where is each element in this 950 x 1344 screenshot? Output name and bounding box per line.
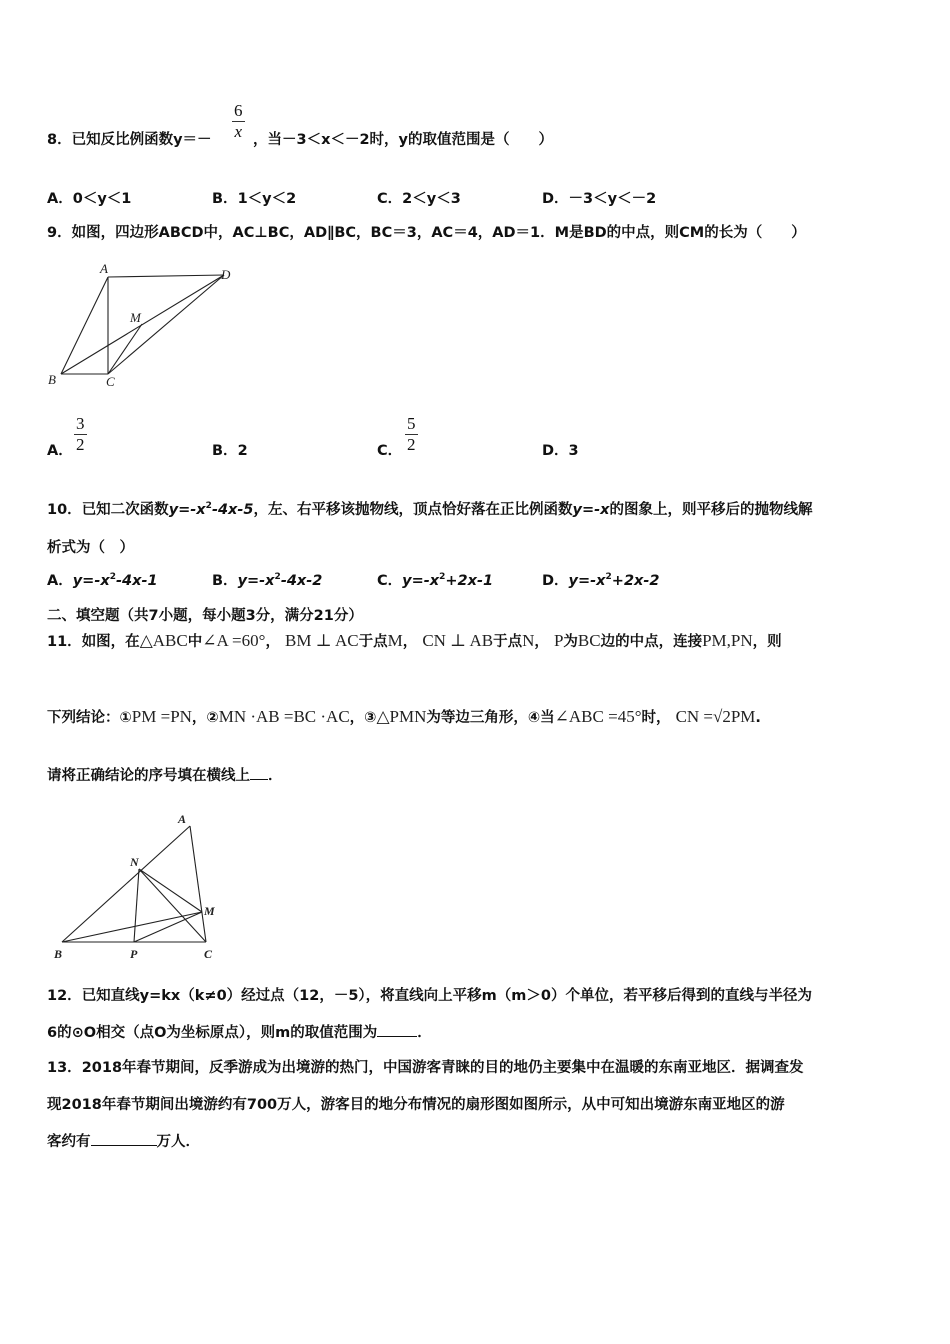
q11-answer-blank[interactable] <box>250 765 268 780</box>
q9-label-a: A <box>100 262 108 276</box>
q11-edge-nm <box>139 869 202 912</box>
q11-edge-ac <box>190 826 206 942</box>
q11-edge-ba <box>62 826 190 942</box>
q8-frac-den: x <box>234 122 243 141</box>
q13-line1: 13．2018年春节期间，反季游成为出境游的热门，中国游客青睐的目的地仍主要集中在温暖的东南亚地区．据调查发 <box>47 1060 804 1076</box>
q9-edge-cd <box>108 275 224 374</box>
q11-label-p: P <box>130 947 138 961</box>
q8-option-d: D．－3＜y＜－2 <box>542 191 657 207</box>
q10-option-b: B．$y=-x^2-4x-2$ <box>212 572 323 589</box>
q9-option-c-label: C． <box>377 443 403 459</box>
q11-label-n: N <box>130 855 139 869</box>
q11-figure <box>50 812 220 964</box>
q13-line3: 客约有 万人． <box>47 1130 200 1151</box>
q8-prefix: 已知反比例函数 <box>71 132 174 148</box>
q10-line2: 析式为（ ） <box>47 540 134 556</box>
q10-function2: y=-x <box>572 502 610 518</box>
q10-option-a: A．$y=-x^2-4x-1$ <box>47 572 158 589</box>
q9-edge-ad <box>108 275 224 277</box>
q11-edge-bm <box>62 912 202 942</box>
q13-line2: 现2018年春节期间出境游约有700万人，游客目的地分布情况的扇形图如图所示，从中可知出境游东南亚地区的游 <box>47 1097 785 1113</box>
q8-option-a: A．0＜y＜1 <box>47 191 132 207</box>
q12-line1: 12．已知直线y=kx（k≠0）经过点（12，－5），将直线向上平移m（m＞0）个单位，若平移后得到的直线与半径为 <box>47 988 812 1004</box>
q8-line <box>47 128 212 149</box>
q8-y-eq: y＝－ <box>173 132 212 148</box>
q9-label-d: D <box>221 267 231 282</box>
q13-answer-blank[interactable] <box>91 1131 157 1146</box>
q11-edge-cn <box>139 869 206 942</box>
q11-line3: 请将正确结论的序号填在横线上 ． <box>47 764 283 785</box>
q12-line2: 6的⊙O相交（点O为坐标原点），则m的取值范围为 ． <box>47 1021 432 1042</box>
q11-label-a: A <box>178 812 187 826</box>
q11-line1: 11．如图，在△ABC中∠A =60°， BM ⊥ AC于点M， CN ⊥ AB于点N， P为BC边的中点，连接PM,PN，则 <box>47 631 782 650</box>
q8-frac-num: 6 <box>234 101 243 120</box>
q9-line <box>47 221 806 242</box>
q9-number: 9． <box>47 225 72 241</box>
q11-label-c: C <box>204 947 213 961</box>
q9-label-m: M <box>130 310 141 325</box>
q9-label-b: B <box>48 372 56 387</box>
q11-edge-np <box>134 869 139 942</box>
q8-rest: ，当－3＜x＜－2时，y的取值范围是（ ） <box>253 132 553 148</box>
q10-function: y=-x <box>168 502 206 518</box>
q8-option-b: B．1＜y＜2 <box>212 191 297 207</box>
q9-option-d: D．3 <box>542 443 579 459</box>
section-2-heading: 二、填空题（共7小题，每小题3分，满分21分） <box>47 608 363 624</box>
q8-fraction <box>232 101 245 142</box>
q9-label-c: C <box>106 374 115 389</box>
q10-option-d: D．$y=-x^2+2x-2$ <box>542 572 660 589</box>
q9-option-b: B．2 <box>212 443 248 459</box>
q8-option-c: C．2＜y＜3 <box>377 191 461 207</box>
q11-label-m: M <box>204 904 215 918</box>
q12-answer-blank[interactable] <box>377 1022 417 1037</box>
q9-option-c-frac: $\frac{5}{2}$ <box>407 414 416 454</box>
q8-number: 8． <box>47 132 72 148</box>
q9-text: 如图，四边形ABCD中，AC⊥BC，AD∥BC，BC＝3，AC＝4，AD＝1．M是BD的中点，则CM的长为（ ） <box>71 225 806 241</box>
q11-line2: 下列结论：①PM =PN，②MN ·AB =BC ·AC，③△PMN为等边三角形，④当∠ABC =45°时， CN =√2PM. <box>47 707 761 726</box>
q9-figure <box>44 262 244 392</box>
q11-label-b: B <box>54 947 63 961</box>
q9-option-a-label: A． <box>47 443 73 459</box>
q10-line1: 10．已知二次函数$y=-x^2-4x-5$，左、右平移该抛物线，顶点恰好落在正比例函数y=-x的图象上，则平移后的抛物线解 <box>47 501 813 518</box>
q10-option-c: C．$y=-x^2+2x-1$ <box>377 572 494 589</box>
q9-option-a-frac: $\frac{3}{2}$ <box>76 414 85 454</box>
